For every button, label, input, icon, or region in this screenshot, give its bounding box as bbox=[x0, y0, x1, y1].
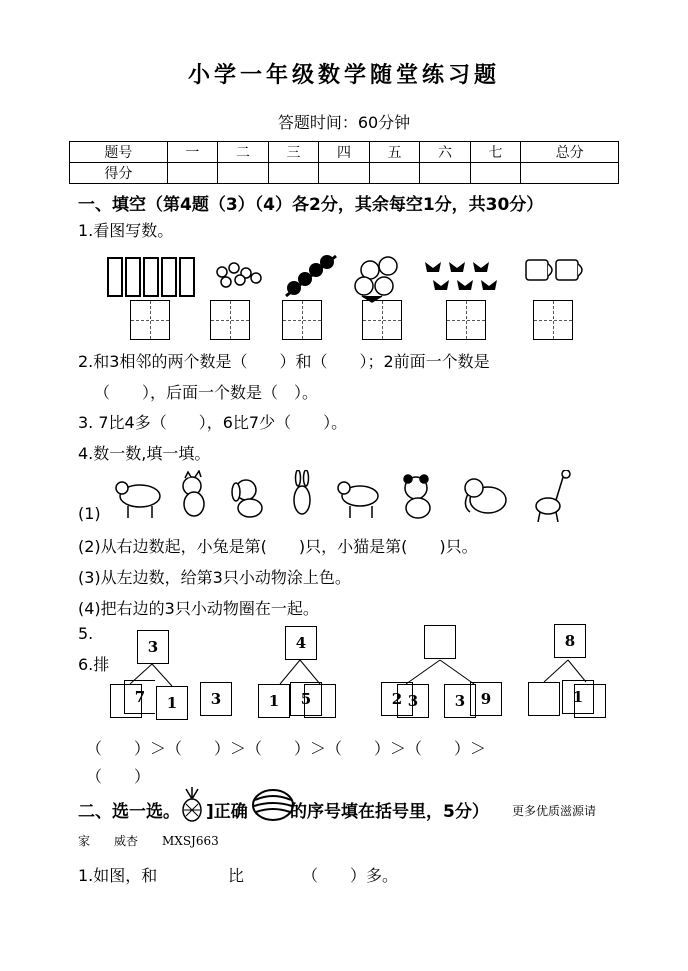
score-cell: 四 bbox=[319, 142, 370, 163]
bond-left[interactable] bbox=[528, 682, 560, 716]
bond-left[interactable]: 2 bbox=[381, 682, 413, 716]
pineapple-icon bbox=[178, 786, 206, 822]
score-input[interactable] bbox=[319, 163, 370, 184]
question-2-line1: 2.和3相邻的两个数是（ ）和（ ）；2前面一个数是 bbox=[78, 352, 490, 371]
s2-question-1-b: 比 bbox=[228, 866, 245, 885]
score-cell: 三 bbox=[268, 142, 319, 163]
score-input[interactable] bbox=[369, 163, 420, 184]
peaches-icon bbox=[355, 257, 397, 302]
section2-heading-end: 的序号填在括号里，5分） bbox=[290, 802, 489, 822]
skewer-icon bbox=[286, 255, 336, 296]
cat-icon bbox=[183, 471, 204, 516]
books-icon bbox=[108, 258, 194, 296]
bond-right[interactable]: 1 bbox=[156, 686, 188, 720]
cow-icon bbox=[116, 482, 160, 518]
bond-right[interactable]: 3 bbox=[444, 684, 476, 718]
panda-icon bbox=[404, 475, 430, 518]
question-3: 3. 7比4多（ ），6比7少（ ）。 bbox=[78, 413, 348, 432]
ordering-line: （ ）＞（ ）＞（ ）＞（ ）＞（ ）＞ bbox=[86, 739, 487, 758]
ordering-line2: （ ） bbox=[86, 767, 151, 786]
s2-question-1-a: 1.如图，和 bbox=[78, 866, 158, 885]
score-cell: 七 bbox=[470, 142, 521, 163]
question-6: 6.排 bbox=[78, 655, 110, 674]
score-cell: 六 bbox=[420, 142, 471, 163]
score-cell: 五 bbox=[369, 142, 420, 163]
score-cell: 一 bbox=[167, 142, 218, 163]
section2-heading-start: 二、选一选。 bbox=[78, 802, 180, 822]
bond-right-overlap[interactable]: 9 bbox=[470, 682, 502, 716]
bond-right[interactable]: 1 bbox=[562, 680, 594, 714]
bond-right-overlap[interactable] bbox=[304, 684, 336, 718]
score-cell: 得分 bbox=[70, 163, 168, 184]
bond-right-overlap[interactable] bbox=[574, 684, 606, 718]
section1-heading: 一、填空（第4题（3）（4）各2分，其余每空1分，共30分） bbox=[78, 195, 544, 215]
score-input[interactable] bbox=[470, 163, 521, 184]
counting-pictures bbox=[100, 248, 600, 304]
giraffe-icon bbox=[536, 470, 570, 522]
bond-left[interactable]: 7 bbox=[124, 680, 155, 714]
answer-grid-box[interactable] bbox=[533, 300, 573, 340]
goat-icon bbox=[338, 482, 378, 518]
question-2-line2: （ ），后面一个数是（ ）。 bbox=[94, 383, 319, 402]
bond-top: 4 bbox=[285, 626, 317, 660]
question-5: 5. bbox=[78, 624, 94, 643]
score-table bbox=[69, 141, 619, 184]
score-cell: 题号 bbox=[70, 142, 168, 163]
candies-icon bbox=[217, 263, 261, 287]
score-input[interactable] bbox=[167, 163, 218, 184]
score-input[interactable] bbox=[521, 163, 619, 184]
score-input[interactable] bbox=[218, 163, 269, 184]
bond-left[interactable]: 1 bbox=[258, 684, 290, 718]
time-limit: 答题时间：60分钟 bbox=[277, 113, 411, 132]
bond-top bbox=[424, 625, 456, 659]
bond-top: 8 bbox=[554, 624, 586, 658]
elephant-icon bbox=[465, 479, 506, 513]
bond-extra[interactable]: 3 bbox=[200, 682, 232, 716]
watermark-text: 家 威杏 MXSJ663 bbox=[78, 834, 219, 848]
dog-icon bbox=[232, 480, 262, 517]
promo-text: 更多优质滋源请 bbox=[512, 804, 597, 818]
score-input[interactable] bbox=[268, 163, 319, 184]
score-cell: 总分 bbox=[521, 142, 619, 163]
question-4-2: (2)从右边数起，小兔是第( )只，小猫是第( )只。 bbox=[78, 537, 478, 556]
answer-grid-box[interactable] bbox=[210, 300, 250, 340]
answer-grid-box[interactable] bbox=[446, 300, 486, 340]
watermelon-icon bbox=[252, 788, 294, 822]
bond-top: 3 bbox=[137, 630, 169, 664]
s2-question-1-c: （ ）多。 bbox=[302, 866, 399, 885]
cups-icon bbox=[526, 260, 582, 280]
bond-left-overlap[interactable]: 3 bbox=[397, 684, 429, 718]
question-1: 1.看图写数。 bbox=[78, 221, 174, 240]
page-title: 小学一年级数学随堂练习题 bbox=[187, 63, 500, 88]
answer-grid-box[interactable] bbox=[130, 300, 170, 340]
score-value-row bbox=[70, 163, 619, 184]
animal-row bbox=[110, 470, 580, 522]
question-4: 4.数一数,填一填。 bbox=[78, 444, 211, 463]
score-input[interactable] bbox=[420, 163, 471, 184]
bats-icon bbox=[425, 262, 497, 290]
answer-grid-box[interactable] bbox=[282, 300, 322, 340]
rabbit-icon bbox=[294, 470, 310, 514]
section2-heading-mid: ]正确 bbox=[206, 802, 248, 822]
answer-grid-box[interactable] bbox=[362, 300, 402, 340]
bond-right[interactable]: 5 bbox=[290, 682, 322, 716]
question-4-3: (3)从左边数，给第3只小动物涂上色。 bbox=[78, 568, 351, 587]
score-header-row bbox=[70, 142, 619, 163]
question-4-4: (4)把右边的3只小动物圈在一起。 bbox=[78, 599, 319, 618]
score-cell: 二 bbox=[218, 142, 269, 163]
question-4-1: (1) bbox=[78, 504, 101, 523]
